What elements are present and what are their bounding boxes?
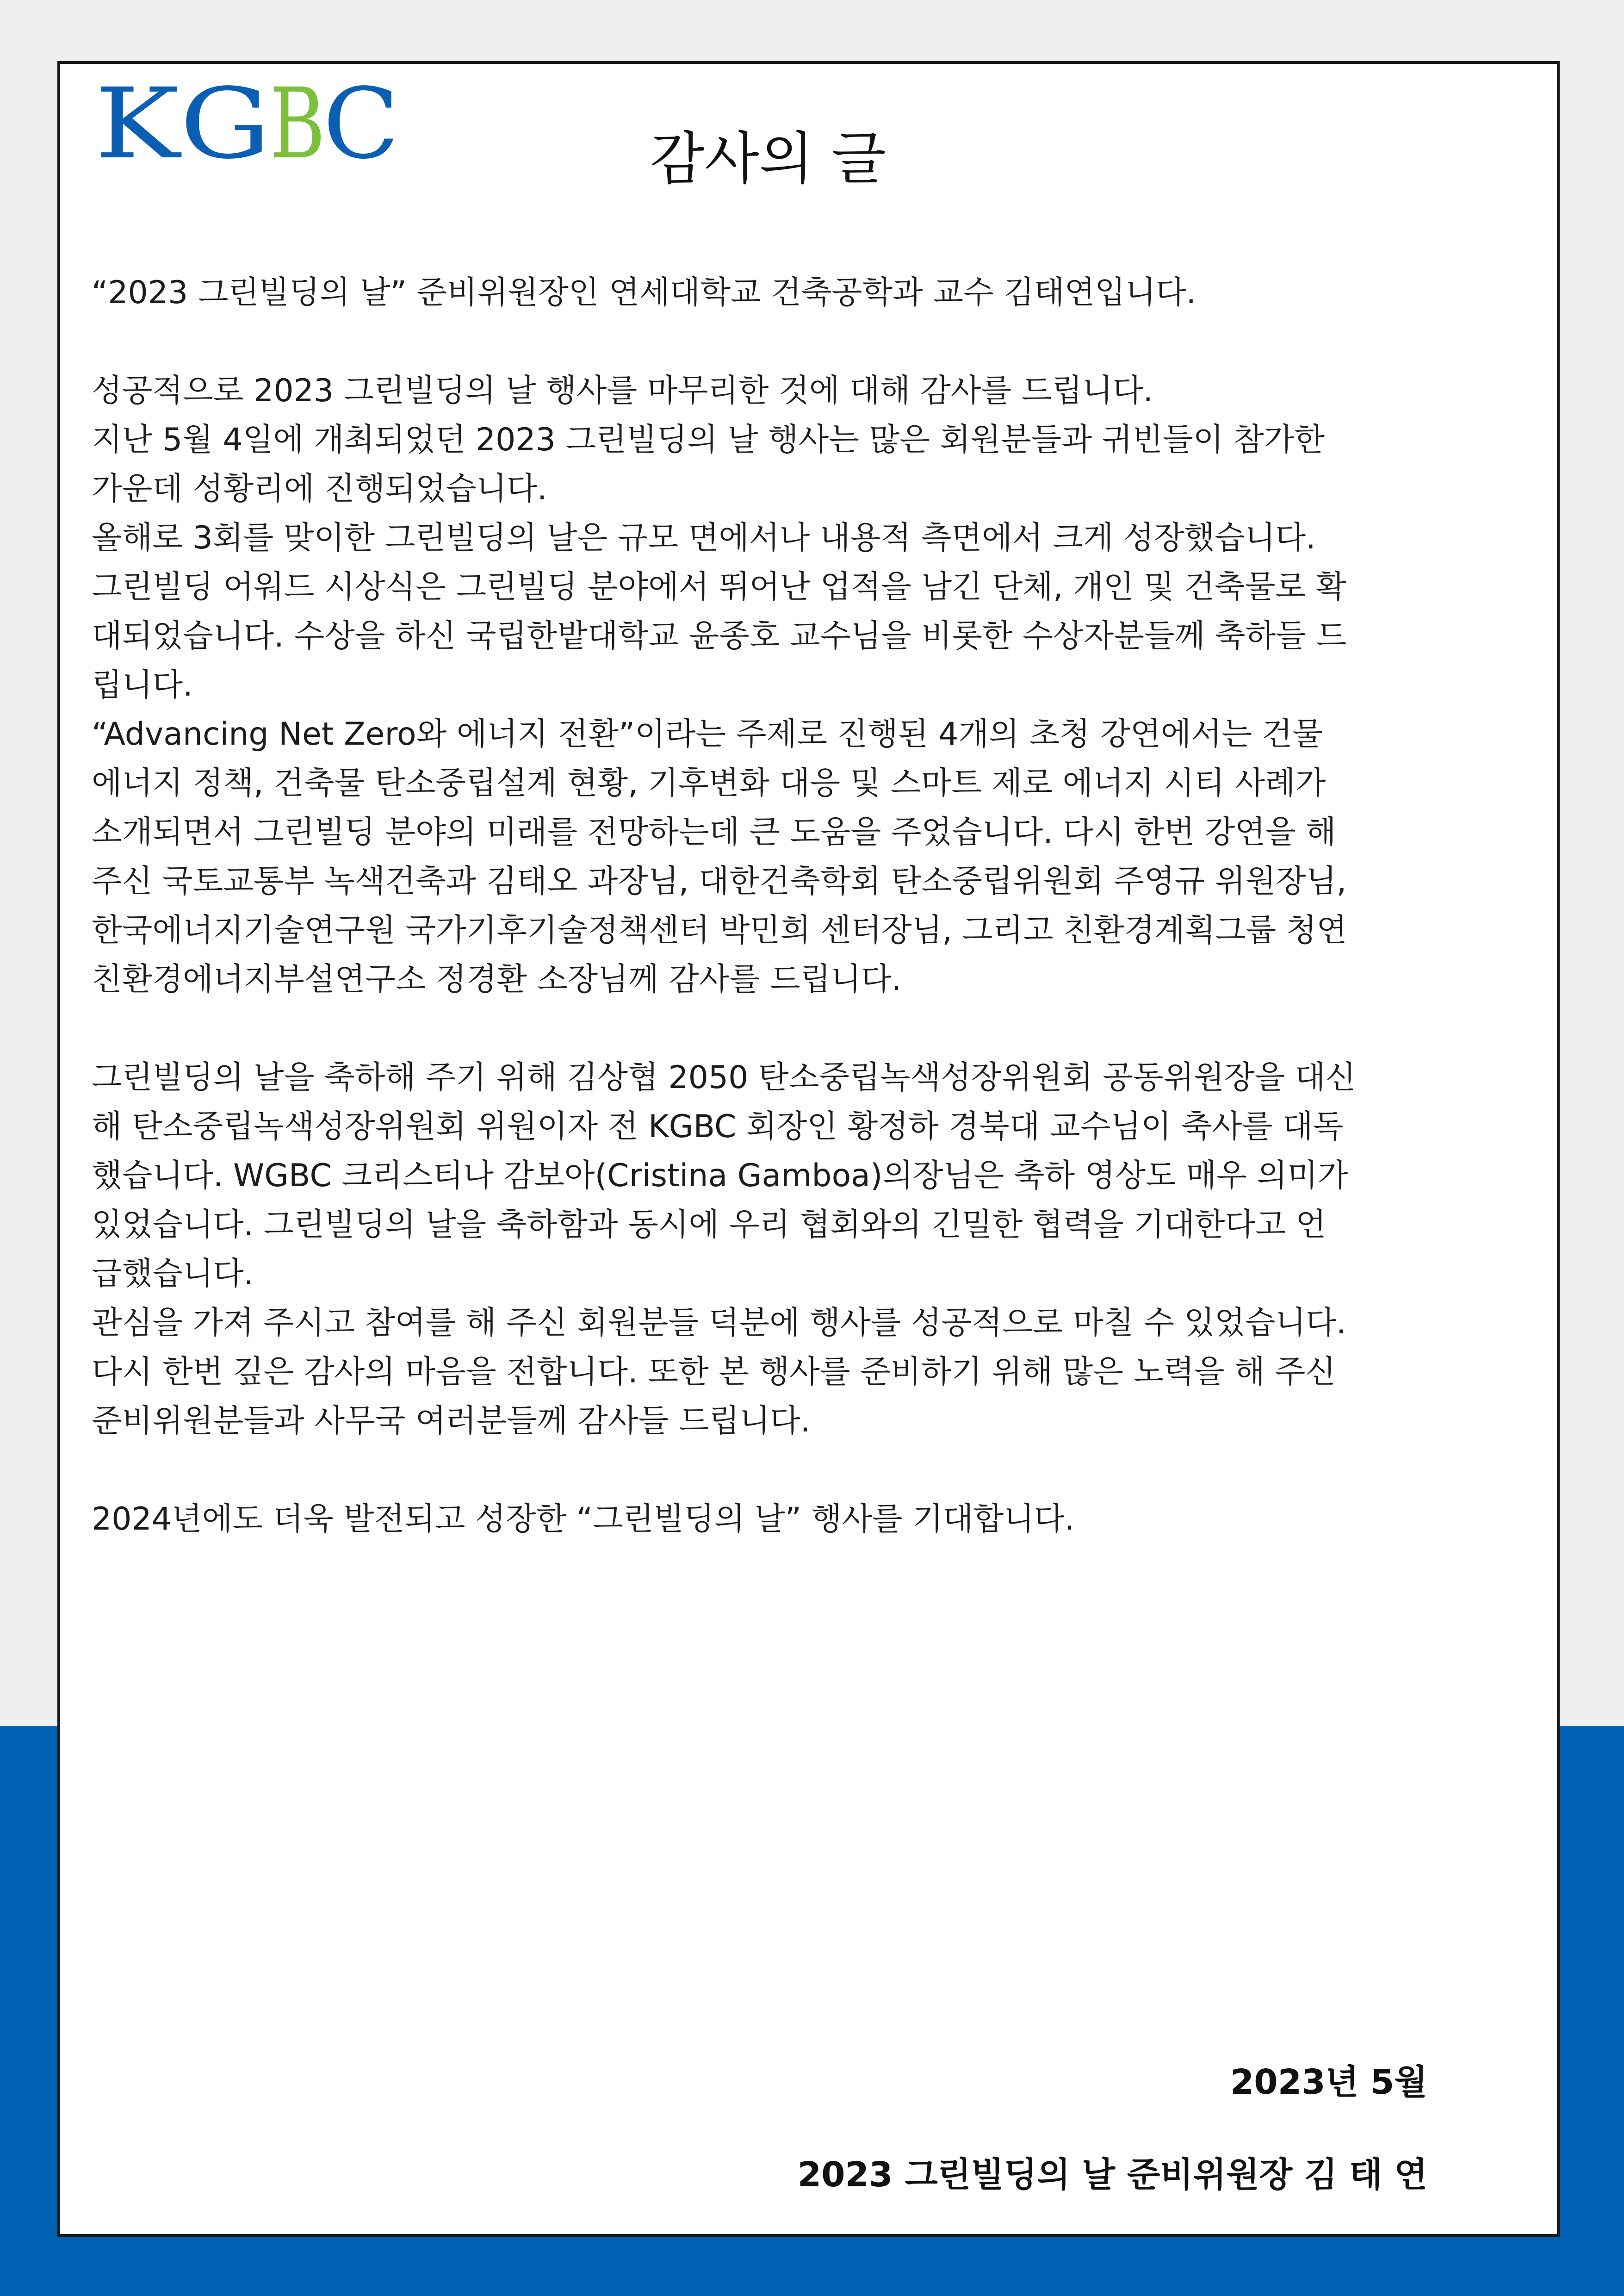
body-line: 가운데 성황리에 진행되었습니다.	[92, 471, 547, 507]
body-line: 했습니다. WGBC 크리스티나 감보아(Cristina Gamboa)의장님은 축하 영상도 매우 의미가	[92, 1157, 1348, 1194]
svg-text:KG: KG	[95, 76, 271, 169]
body-line: 지난 5월 4일에 개최되었던 2023 그린빌딩의 날 행사는 많은 회원분들과 귀빈들이 참가한	[92, 422, 1325, 458]
body-line: 주신 국토교통부 녹색건축과 김태오 과장님, 대한건축학회 탄소중립위원회 주영규 위원장님,	[92, 863, 1347, 900]
body-line: 해 탄소중립녹색성장위원회 위원이자 전 KGBC 회장인 황정하 경북대 교수님이 축사를 대독	[92, 1108, 1344, 1145]
body-line: 준비위원분들과 사무국 여러분들께 감사들 드립니다.	[92, 1403, 811, 1439]
body-line: 다시 한번 깊은 감사의 마음을 전합니다. 또한 본 행사를 준비하기 위해 많은 노력을 해 주신	[92, 1354, 1336, 1390]
svg-text:B: B	[270, 76, 325, 169]
body-line: “2023 그린빌딩의 날” 준비위원장인 연세대학교 건축공학과 교수 김태연입니다.	[92, 274, 1196, 311]
letter-title: 감사의 글	[650, 126, 886, 192]
body-line: 성공적으로 2023 그린빌딩의 날 행사를 마무리한 것에 대해 감사를 드립니다.	[92, 373, 1153, 409]
svg-text:C: C	[323, 76, 399, 169]
body-line: 올해로 3회를 맞이한 그린빌딩의 날은 규모 면에서나 내용적 측면에서 크게 성장했습니다.	[92, 520, 1316, 556]
body-line: 친환경에너지부설연구소 정경환 소장님께 감사를 드립니다.	[92, 961, 902, 998]
body-line: 관심을 가져 주시고 참여를 해 주신 회원분들 덕분에 행사를 성공적으로 마칠 수 있었습니다.	[92, 1305, 1346, 1341]
body-line: 립니다.	[92, 667, 193, 703]
body-line: 그린빌딩 어워드 시상식은 그린빌딩 분야에서 뛰어난 업적을 남긴 단체, 개인 및 건축물로 확	[92, 569, 1346, 605]
paragraph-gap	[92, 1446, 1433, 1495]
body-line: 소개되면서 그린빌딩 분야의 미래를 전망하는데 큰 도움을 주었습니다. 다시 한번 강연을 해	[92, 814, 1336, 851]
letter-signature: 2023 그린빌딩의 날 준비위원장 김 태 연	[797, 2155, 1427, 2195]
kgbc-logo	[95, 76, 400, 169]
body-line: 2024년에도 더욱 발전되고 성장한 “그린빌딩의 날” 행사를 기대합니다.	[92, 1501, 1075, 1537]
paragraph-gap	[92, 1004, 1433, 1053]
body-line: 그린빌딩의 날을 축하해 주기 위해 김상협 2050 탄소중립녹색성장위원회 공동위원장을 대신	[92, 1059, 1356, 1096]
body-line: 대되었습니다. 수상을 하신 국립한밭대학교 윤종호 교수님을 비롯한 수상자분들께 축하들 드	[92, 618, 1347, 654]
body-line: “Advancing Net Zero와 에너지 전환”이라는 주제로 진행된 4개의 초청 강연에서는 건물	[92, 716, 1323, 753]
body-line: 급했습니다.	[92, 1256, 254, 1292]
body-line: 한국에너지기술연구원 국가기후기술정책센터 박민희 센터장님, 그리고 친환경계획그룹 청연	[92, 912, 1347, 949]
body-line: 있었습니다. 그린빌딩의 날을 축하함과 동시에 우리 협회와의 긴밀한 협력을 기대한다고 언	[92, 1207, 1326, 1243]
body-line: 에너지 정책, 건축물 탄소중립설계 현황, 기후변화 대응 및 스마트 제로 에너지 시티 사례가	[92, 765, 1326, 802]
paragraph-gap	[92, 317, 1433, 367]
letter-date: 2023년 5월	[1230, 2062, 1427, 2102]
letter-body	[92, 268, 1433, 1544]
